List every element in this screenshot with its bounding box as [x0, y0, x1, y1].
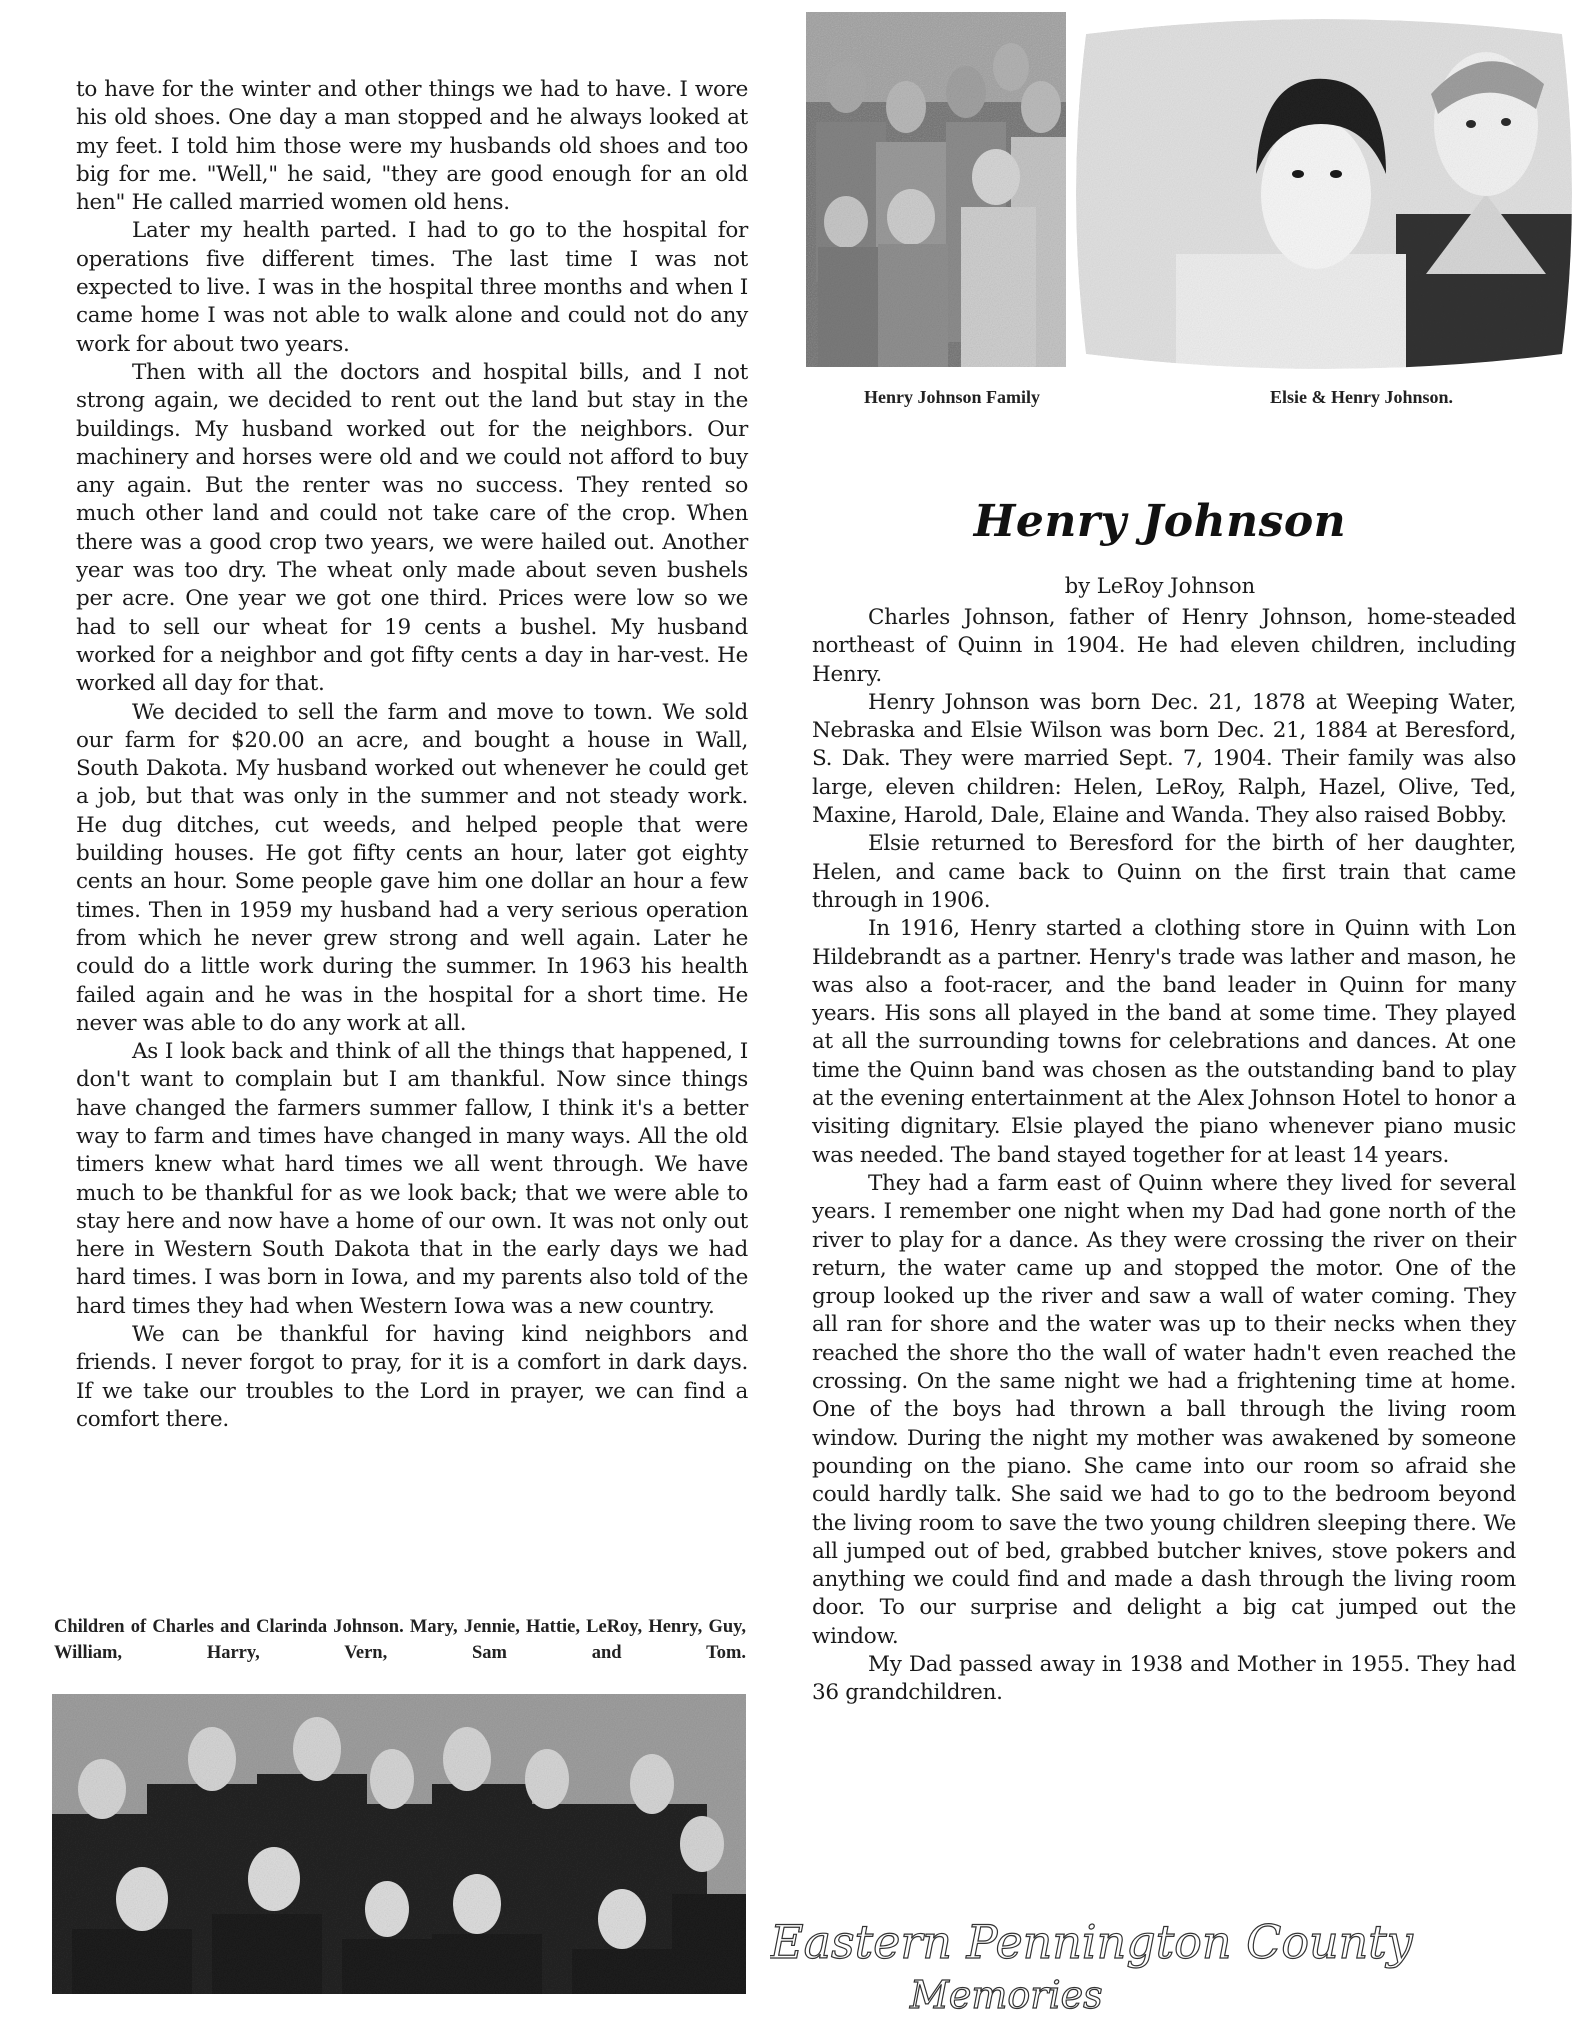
henry-johnson-family-photo	[806, 12, 1066, 367]
paragraph: Then with all the doctors and hospital bills, and I not strong again, we decided to rent out the land but stay in the buildings. My husband worked out for the neighbors. Our machinery and horses were old and we could not afford to buy any again. But the renter was no success. They rented so much other land and could not take care of the crop. When there was a good crop two years, we were hailed out. Another year was too dry. The wheat only made about seven bushels per acre. One year we got one third. Prices were low so we had to sell our wheat for 19 cents a bushel. My husband worked for a neighbor and got fifty cents a day in har-vest. He worked all day for that.	[76, 359, 748, 697]
paragraph: My Dad passed away in 1938 and Mother in 1955. They had 36 grandchildren.	[812, 1651, 1516, 1706]
paragraph: As I look back and think of all the things that happened, I don't want to complain but I am thankful. Now since things have changed the farmers summer fallow, I think it's a better way to farm and times have changed in many ways. All the old timers knew what hard times we all went through. We have much to be thankful for as we look back; that we were able to stay here and now have a home of our own. It was not only out here in Western South Dakota that in the early days we had hard times. I was born in Iowa, and my parents also told of the hard times they had when Western Iowa was a new country.	[76, 1039, 748, 1319]
paragraph: Henry Johnson was born Dec. 21, 1878 at Weeping Water, Nebraska and Elsie Wilson was born Dec. 21, 1884 at Beresford, S. Dak. They were married Sept. 7, 1904. Their family was also large, eleven children: Helen, LeRoy, Ralph, Hazel, Olive, Ted, Maxine, Harold, Dale, Elaine and Wanda. They also raised Bobby.	[812, 689, 1516, 829]
paragraph: Charles Johnson, father of Henry Johnson, home-steaded northeast of Quinn in 1904. He had eleven children, including Henry.	[812, 605, 1516, 687]
couple-photo-caption: Elsie & Henry Johnson.	[1270, 387, 1454, 407]
paragraph: Later my health parted. I had to go to the hospital for operations five different times. The last time I was not expected to live. I was in the hospital three months and when I came home I was not able to walk alone and could not do any work for about two years.	[76, 218, 748, 357]
children-photo-caption: Children of Charles and Clarinda Johnson. Mary, Jennie, Hattie, LeRoy, Henry, Guy, William, Harry, Vern, Sam and Tom.	[54, 1617, 746, 1663]
handwritten-line-1: Eastern Pennington County	[770, 1915, 1413, 1969]
article-byline: by LeRoy Johnson	[1064, 574, 1256, 598]
left-column-text	[76, 76, 748, 1434]
paragraph: We decided to sell the farm and move to town. We sold our farm for $20.00 an acre, and bought a house in Wall, South Dakota. My husband worked out whenever he could get a job, but that was only in the summer and not steady work. He dug ditches, cut weeds, and helped people that were building houses. He got fifty cents an hour, later got eighty cents an hour. Some people gave him one dollar an hour a few times. Then in 1959 my husband had a very serious operation from which he never grew strong and well again. Later he could do a little work during the summer. In 1963 his health failed again and he was in the hospital for a short time. He never was able to do any work at all.	[76, 699, 748, 1036]
charles-clarinda-children-photo	[52, 1694, 746, 1994]
article-title: Henry Johnson	[973, 496, 1347, 547]
paragraph: We can be thankful for having kind neighbors and friends. I never forgot to pray, for it is a comfort in dark days. If we take our troubles to the Lord in prayer, we can find a comfort there.	[76, 1322, 748, 1432]
paragraph: They had a farm east of Quinn where they lived for several years. I remember one night when my Dad had gone north of the river to play for a dance. As they were crossing the river on their return, the water came up and stopped the motor. One of the group looked up the river and saw a wall of water coming. They all ran for shore and the water was up to their necks when they reached the shore tho the wall of water hadn't even reached the crossing. On the same night we had a frightening time at home. One of the boys had thrown a ball through the living room window. During the night my mother was awakened by someone pounding on the piano. She came into our room so afraid she could hardly talk. She said we had to go to the bedroom beyond the living room to save the two young children sleeping there. We all jumped out of bed, grabbed butcher knives, stove pokers and anything we could find and made a dash through the living room door. To our surprise and delight a big cat jumped out the window.	[812, 1170, 1516, 1649]
paragraph: to have for the winter and other things we had to have. I wore his old shoes. One day a man stopped and he always looked at my feet. I told him those were my husbands old shoes and too big for me. "Well," he said, "they are good enough for an old hen" He called married women old hens.	[76, 77, 748, 216]
elsie-and-henry-johnson-photo	[1066, 14, 1582, 372]
handwritten-line-2: Memories	[910, 1973, 1103, 2016]
handwritten-note	[770, 1910, 1470, 2016]
paragraph: In 1916, Henry started a clothing store in Quinn with Lon Hildebrandt as a partner. Henry's trade was lather and mason, he was also a foot-racer, and the band leader in Quinn for many years. His sons all played in the band at some time. They played at all the surrounding towns for celebrations and dances. At one time the Quinn band was chosen as the outstanding band to play at the evening entertainment at the Alex Johnson Hotel to honor a visiting dignitary. Elsie played the piano whenever piano music was needed. The band stayed together for at least 14 years.	[812, 916, 1516, 1168]
paragraph: Elsie returned to Beresford for the birth of her daughter, Helen, and came back to Quinn on the first train that came through in 1906.	[812, 831, 1516, 913]
family-photo-caption: Henry Johnson Family	[864, 387, 1041, 407]
article-body	[812, 604, 1516, 1708]
